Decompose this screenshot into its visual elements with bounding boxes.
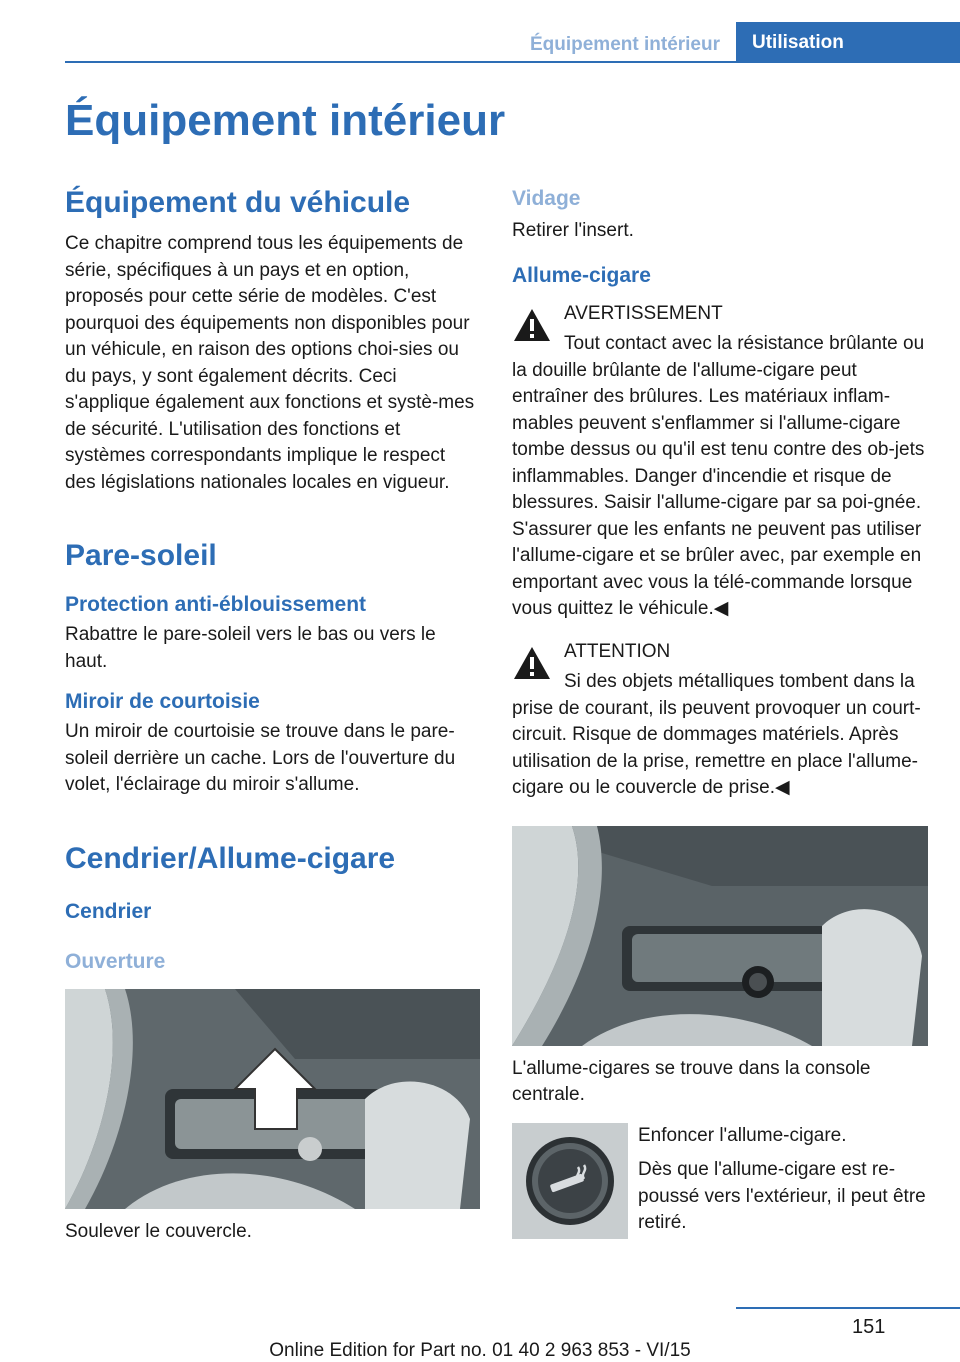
lighter-heading: Allume-cigare	[512, 263, 651, 287]
tab-utilisation[interactable]: Utilisation	[736, 22, 960, 63]
mirror-text: Un miroir de courtoisie se trouve dans le pare-soleil derrière un cache. Lors de l'ouverture du volet, l'éclairage du miroir s'allume.	[65, 721, 456, 795]
page-title: Équipement intérieur	[65, 96, 506, 145]
footer-rule	[736, 1307, 960, 1309]
page-number: 151	[852, 1316, 886, 1338]
edition-footer: Online Edition for Part no. 01 40 2 963 853 - VI/15	[269, 1340, 691, 1361]
caution-label: ATTENTION	[564, 640, 671, 662]
opening-caption: Soulever le couvercle.	[65, 1220, 252, 1242]
opening-heading: Ouverture	[65, 949, 166, 973]
push-text: Enfoncer l'allume-cigare.	[638, 1124, 847, 1146]
glare-heading: Protection anti-éblouissement	[65, 593, 367, 616]
left-column	[65, 182, 480, 1245]
mirror-heading: Miroir de courtoisie	[65, 690, 260, 713]
caution-icon	[512, 645, 552, 681]
caution-block	[512, 639, 928, 666]
right-column	[512, 182, 928, 1249]
emptying-heading: Vidage	[512, 187, 581, 210]
sunvisor-heading: Pare-soleil	[65, 539, 217, 572]
ashtray-opening-image	[65, 989, 480, 1209]
pushed-text: Dès que l'allume-cigare est re-poussé vers l'extérieur, il peut être retiré.	[638, 1159, 926, 1233]
warning-text: Tout contact avec la résistance brûlante ou la douille brûlante de l'allume-cigare peut entraîner des brûlures. Les matériaux inflam-mables peuvent s'enflammer si l'allume-cigare tombe dessus ou qu'il est tenu contre des ob-jets inflammables. Danger d'incendie et risque de blessures. Saisir l'allume-cigare par sa poi-gnée. S'assurer que les enfants ne peuvent pas utiliser l'allume-cigare et se brûler avec, par exemple en emportant avec vous la télé-commande lorsque vous quittez le véhicule.◀	[512, 333, 925, 619]
lighter-knob-image	[512, 1123, 628, 1239]
lighter-caption: L'allume-cigares se trouve dans la console centrale.	[512, 1057, 871, 1105]
caution-text: Si des objets métalliques tombent dans la prise de courant, ils peuvent provoquer un court-circuit. Risque de dommages matériels. Après utilisation de la prise, remettre en place l'allume-cigare ou le couvercle de prise.◀	[512, 671, 921, 798]
warning-label: AVERTISSEMENT	[564, 302, 723, 324]
push-block	[512, 1123, 928, 1237]
glare-text: Rabattre le pare-soleil vers le bas ou vers le haut.	[65, 624, 436, 672]
warning-icon	[512, 307, 552, 343]
vehicle-heading: Équipement du véhicule	[65, 186, 411, 219]
warning-block	[512, 301, 928, 328]
lighter-console-image	[512, 826, 928, 1046]
vehicle-text: Ce chapitre comprend tous les équipements de série, spécifiques à un pays et en option, proposés pour cette série de modèles. C'est pourquoi des équipements non disponibles pour un véhicule, en raison des options choi-sies ou du pays, y sont également décrits. Ceci s'applique également aux fonctions et systè-mes de sécurité. L'utilisation des fonctions et systèmes correspondants implique le respect des législations nationales locales en vigueur.	[65, 233, 475, 493]
tab-section[interactable]: Équipement intérieur	[529, 33, 720, 55]
emptying-text: Retirer l'insert.	[512, 220, 634, 241]
ashtray-chapter-heading: Cendrier/Allume-cigare	[65, 841, 396, 875]
ashtray-heading: Cendrier	[65, 899, 152, 923]
